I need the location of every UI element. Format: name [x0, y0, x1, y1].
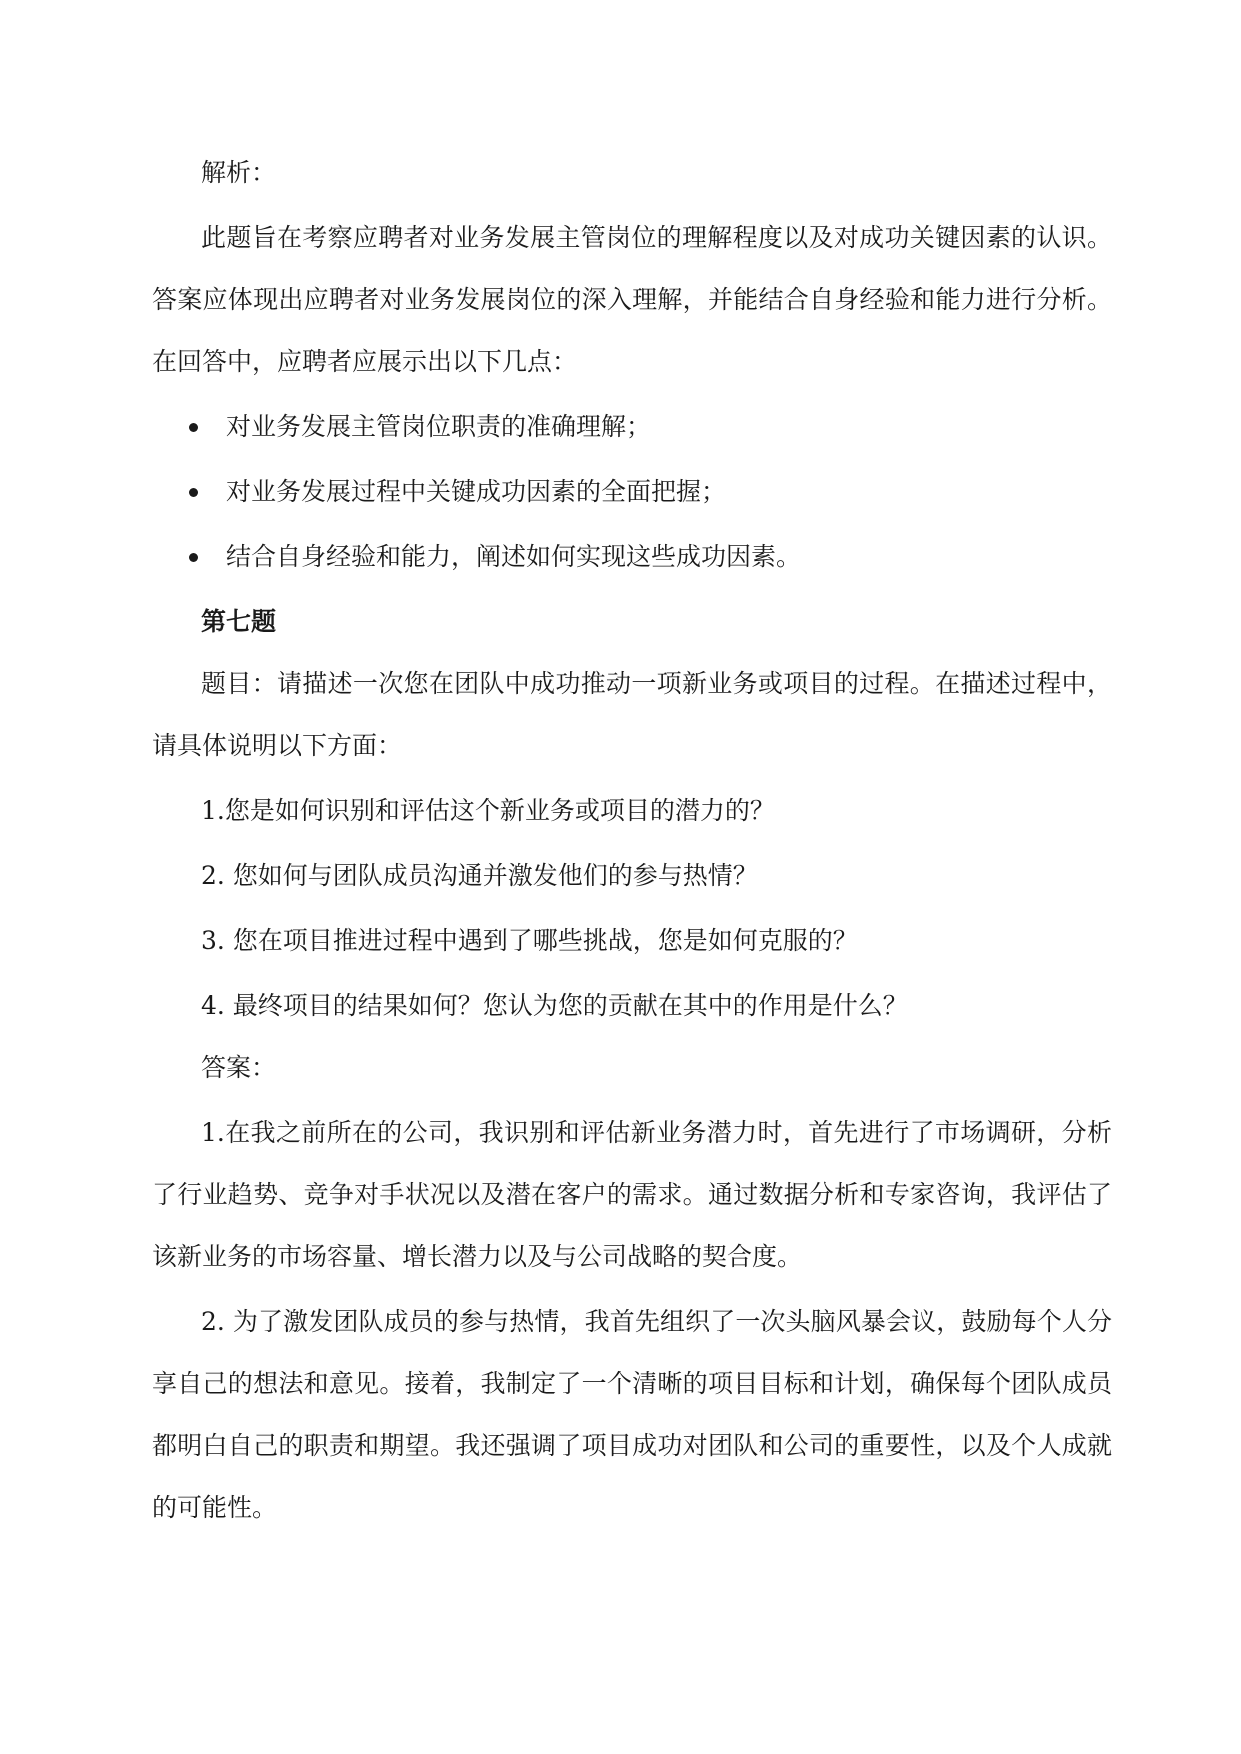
analysis-paragraph: 此题旨在考察应聘者对业务发展主管岗位的理解程度以及对成功关键因素的认识。答案应体现出应聘者对业务发展岗位的深入理解，并能结合自身经验和能力进行分析。在回答中，应聘者应展示出以下几点： [152, 223, 1112, 376]
list-item [152, 461, 1112, 523]
bullet-text: 结合自身经验和能力，阐述如何实现这些成功因素。 [226, 542, 802, 571]
question-item: 4. 最终项目的结果如何？您认为您的贡献在其中的作用是什么？ [201, 991, 908, 1020]
question-item: 3. 您在项目推进过程中遇到了哪些挑战，您是如何克服的？ [201, 926, 858, 955]
bullet-text: 对业务发展主管岗位职责的准确理解； [226, 412, 652, 441]
page-content [152, 142, 1112, 1539]
answer-paragraph: 2. 为了激发团队成员的参与热情，我首先组织了一次头脑风暴会议，鼓励每个人分享自己的想法和意见。接着，我制定了一个清晰的项目目标和计划，确保每个团队成员都明白自己的职责和期望。我还强调了项目成功对团队和公司的重要性，以及个人成就的可能性。 [152, 1307, 1112, 1522]
answer-label: 答案： [201, 1053, 277, 1082]
question-heading: 第七题 [201, 607, 277, 636]
list-item [152, 526, 1112, 588]
bullet-icon [189, 423, 198, 432]
bullet-icon [189, 553, 198, 562]
analysis-bullet-list [152, 396, 1112, 588]
analysis-label: 解析： [201, 158, 277, 187]
question-item: 1.您是如何识别和评估这个新业务或项目的潜力的？ [201, 796, 775, 825]
bullet-icon [189, 488, 198, 497]
bullet-text: 对业务发展过程中关键成功因素的全面把握； [226, 477, 727, 506]
list-item [152, 396, 1112, 458]
question-item: 2. 您如何与团队成员沟通并激发他们的参与热情？ [201, 861, 758, 890]
answer-paragraph: 1.在我之前所在的公司，我识别和评估新业务潜力时，首先进行了市场调研，分析了行业趋势、竞争对手状况以及潜在客户的需求。通过数据分析和专家咨询，我评估了该新业务的市场容量、增长潜力以及与公司战略的契合度。 [152, 1118, 1112, 1271]
question-prompt: 题目：请描述一次您在团队中成功推动一项新业务或项目的过程。在描述过程中，请具体说明以下方面： [152, 669, 1112, 760]
